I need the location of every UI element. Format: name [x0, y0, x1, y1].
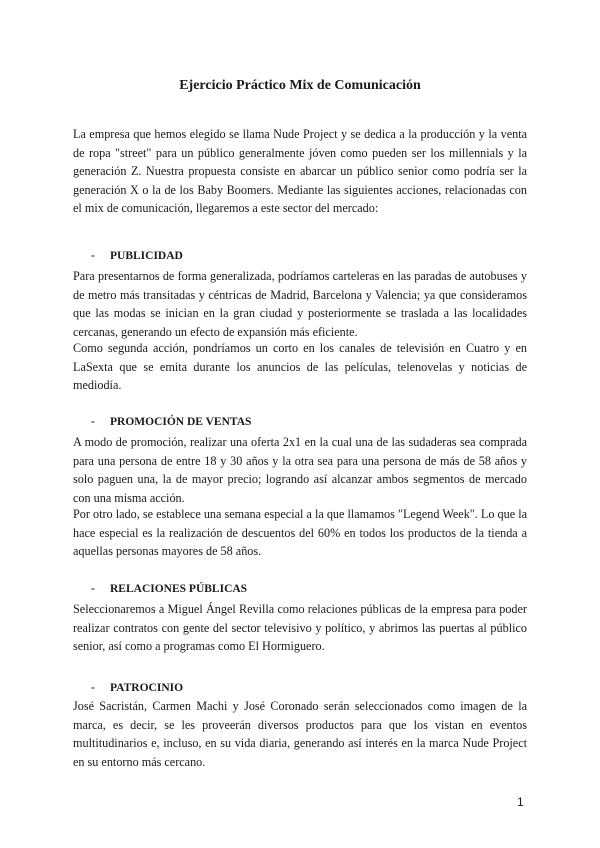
section-heading-label: PATROCINIO	[110, 682, 184, 694]
promocion-paragraph-2: Por otro lado, se establece una semana especial a la que llamamos "Legend Week". Lo que la hace especial es la realización de descuentos del 60% en todos los productos de la tienda a aquellas personas mayores de 58 años.	[73, 507, 527, 558]
document-title: Ejercicio Práctico Mix de Comunicación	[179, 78, 421, 93]
section-bullet: -	[91, 583, 95, 595]
section-bullet: -	[91, 250, 95, 262]
section-bullet: -	[91, 682, 95, 694]
publicidad-paragraph-2: Como segunda acción, pondríamos un corto en los canales de televisión en Cuatro y en LaSexta que se emita durante los anuncios de las películas, telenovelas y noticias de mediodía.	[73, 341, 527, 392]
intro-paragraph: La empresa que hemos elegido se llama Nude Project y se dedica a la producción y la venta de ropa "street" para un público generalmente jóven como pueden ser los millennials y la generación Z. Nuestra propuesta consiste en abarcar un público senior como podría ser la generación X o la de los Baby Boomers. Mediante las siguientes acciones, relacionadas con el mix de comunicación, llegaremos a este sector del mercado:	[73, 127, 527, 215]
section-heading-promocion-ventas	[91, 416, 251, 428]
relaciones-paragraph: Seleccionaremos a Miguel Ángel Revilla como relaciones públicas de la empresa para poder realizar contratos con gente del sector televisivo y político, y abrimos las puertas al público senior, así como a programas como El Hormiguero.	[73, 602, 527, 653]
section-heading-label: PUBLICIDAD	[110, 250, 183, 262]
section-heading-label: RELACIONES PÚBLICAS	[110, 583, 248, 595]
section-heading-label: PROMOCIÓN DE VENTAS	[110, 416, 252, 428]
promocion-paragraph-1: A modo de promoción, realizar una oferta 2x1 en la cual una de las sudaderas sea comprada para una persona de entre 18 y 30 años y la otra sea para una persona de más de 58 años y solo paguen una, la de mayor precio; logrando así alcanzar ambos segmentos de mercado con una misma acción.	[73, 435, 527, 505]
patrocinio-paragraph: José Sacristán, Carmen Machi y José Coronado serán seleccionados como imagen de la marca, es decir, se les proveerán diversos productos para que los vistan en eventos multitudinarios e, incluso, en su vida diaria, generando así interés en la marca Nude Project en su entorno más cercano.	[73, 699, 527, 769]
section-heading-patrocinio	[91, 682, 183, 694]
section-heading-publicidad	[91, 250, 183, 262]
page-number: 1	[517, 795, 524, 809]
publicidad-paragraph-1: Para presentarnos de forma generalizada, podríamos carteleras en las paradas de autobuses y de metro más transitadas y céntricas de Madrid, Barcelona y Valencia; ya que consideramos que las modas se inician en la gran ciudad y posteriormente se traslada a las localidades cercanas, generando un efecto de expansión más eficiente.	[73, 269, 527, 339]
section-heading-relaciones-publicas	[91, 583, 247, 595]
section-bullet: -	[91, 416, 95, 428]
